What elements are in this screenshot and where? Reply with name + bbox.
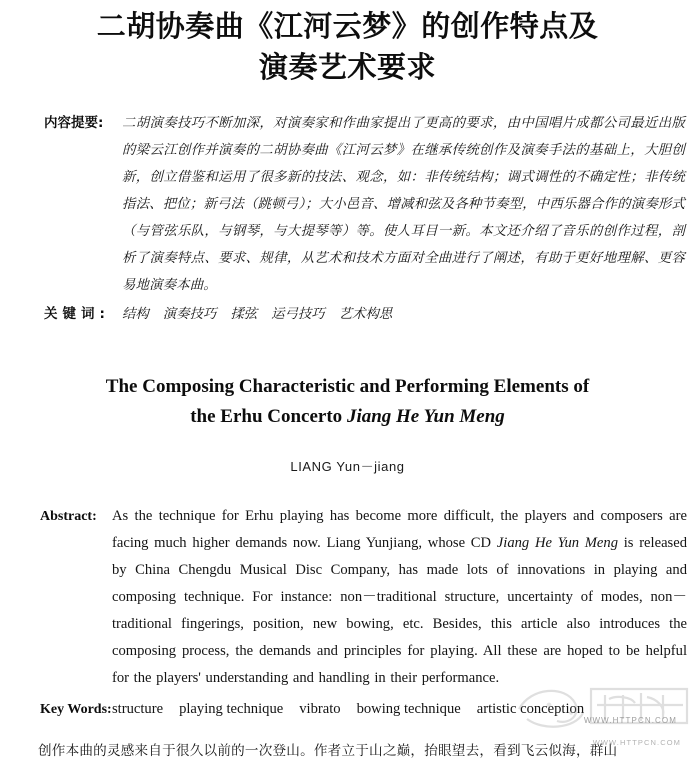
english-abstract-part-2: is released by China Chengdu Musical Disc Company, has made lots of innovations in playing and composing technique. For instance: non－traditional structure, uncertainty of modes, non－traditional fingerings, position, new bowing, etc. Besides, this article also introduces the composing process, the demands and principles for playing. All these are hoped to be helpful for the players' understanding and handling in their performance.: [112, 535, 687, 686]
author-name: LIANG Yun－jiang: [290, 459, 405, 474]
english-title-work-name: Jiang He Yun Meng: [346, 406, 505, 427]
english-abstract-text: [112, 503, 687, 692]
watermark-url-text-bottom: WWW.HTTPCN.COM: [592, 738, 681, 747]
chinese-abstract-block: [0, 110, 695, 299]
english-abstract-work-name: Jiang He Yun Meng: [496, 535, 619, 551]
chinese-abstract-label: 内容提要:: [44, 115, 104, 131]
keyword-item: structure: [112, 701, 164, 717]
english-abstract-label: Abstract:: [40, 509, 97, 524]
watermark-url-text: WWW.HTTPCN.COM: [583, 716, 677, 725]
keyword-item: playing technique: [179, 701, 284, 717]
keyword-item: 演奏技巧: [162, 307, 217, 322]
keyword-item: bowing technique: [356, 701, 461, 717]
chinese-keywords-label: 关键词:: [44, 306, 110, 322]
english-title: [0, 372, 695, 432]
keyword-item: 运弓技巧: [271, 307, 325, 322]
keyword-item: 揉弦: [230, 307, 258, 322]
chinese-keywords-list: [122, 301, 695, 328]
keyword-item: vibrato: [299, 701, 341, 717]
english-title-line-2-prefix: the Erhu Concerto: [190, 406, 347, 427]
chinese-abstract-text: 二胡演奏技巧不断加深，对演奏家和作曲家提出了更高的要求，由中国唱片成都公司最近出版的梁云江创作并演奏的二胡协奏曲《江河云梦》在继承传统创作及演奏手法的基础上，大胆创新，创立借鉴和运用了很多新的技法、观念，如：非传统结构；调式调性的不确定性；非传统指法、把位；新弓法（跳顿弓）；大小邑音、增减和弦及各种节奏型，中西乐器合作的演奏形式（与管弦乐队，与钢琴，与大提琴等）等。使人耳目一新。本文还介绍了音乐的创作过程，剖析了演奏特点、要求、规律，从艺术和技术方面对全曲进行了阐述，有助于更好地理解、更容易地演奏本曲。: [122, 116, 685, 293]
chinese-keywords-block: [0, 301, 695, 328]
document-page: [0, 6, 695, 759]
chinese-title-line-1: 二胡协奏曲《江河云梦》的创作特点及: [96, 9, 599, 43]
english-abstract-block: [0, 503, 695, 692]
english-keywords-label: Key Words:: [40, 702, 112, 717]
keyword-item: 艺术构思: [338, 307, 393, 322]
english-title-line-2: [0, 402, 695, 432]
english-title-line-1: The Composing Characteristic and Performing Elements of: [105, 376, 590, 397]
english-keywords-list: [112, 696, 695, 723]
keyword-item: artistic conception: [476, 701, 585, 717]
chinese-title-line-2: 演奏艺术要求: [258, 50, 436, 84]
english-abstract-part-1: As the technique for Erhu playing has become more difficult, the players and composers are facing much higher demands now. Liang Yunjiang, whose CD: [112, 508, 687, 551]
body-first-line: 创作本曲的灵感来自于很久以前的一次登山。作者立于山之巅，抬眼望去，看到飞云似海，群山: [38, 743, 618, 759]
chinese-title: [78, 6, 618, 88]
keyword-item: 结构: [122, 307, 149, 322]
english-keywords-block: [0, 696, 695, 723]
